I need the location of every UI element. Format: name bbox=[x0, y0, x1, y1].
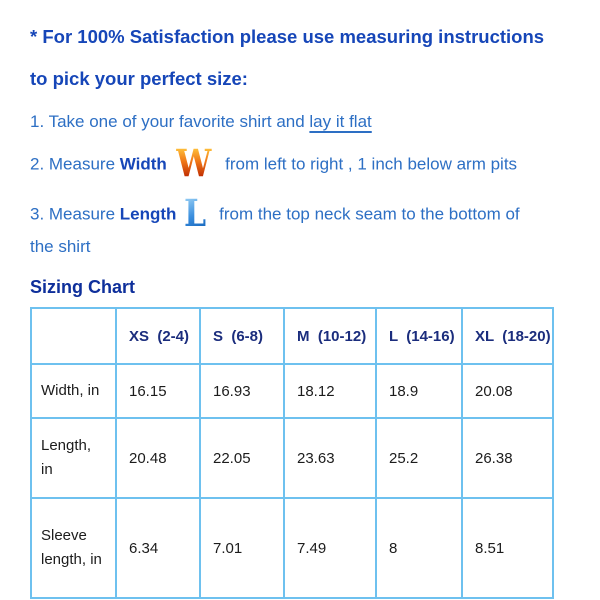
column-header-xs: XS (2-4) bbox=[116, 308, 200, 364]
length-m-value: 23.63 bbox=[284, 418, 376, 498]
row-label-sleeve-length: Sleeve length, in bbox=[31, 498, 116, 598]
table-header-row bbox=[31, 308, 553, 364]
heading-line-2: to pick your perfect size: bbox=[30, 68, 248, 89]
sleeve-m-value: 7.49 bbox=[284, 498, 376, 598]
sleeve-s-value: 7.01 bbox=[200, 498, 284, 598]
column-header-s: S (6-8) bbox=[200, 308, 284, 364]
length-s-value: 22.05 bbox=[200, 418, 284, 498]
instruction-step-3-line-2: the shirt bbox=[30, 237, 91, 256]
row-label-width: Width, in bbox=[31, 364, 116, 418]
step2-width-term: Width bbox=[119, 154, 167, 174]
width-l-value: 18.9 bbox=[376, 364, 462, 418]
step1-lay-it-flat-text: lay it flat bbox=[309, 112, 372, 131]
width-xs-value: 16.15 bbox=[116, 364, 200, 418]
sleeve-l-value: 8 bbox=[376, 498, 462, 598]
step3-text-suffix: from the top neck seam to the bottom of bbox=[214, 204, 520, 224]
table-row-width bbox=[31, 364, 553, 418]
width-xl-value: 20.08 bbox=[462, 364, 553, 418]
satisfaction-heading bbox=[30, 16, 576, 100]
length-xs-value: 20.48 bbox=[116, 418, 200, 498]
column-header-m: M (10-12) bbox=[284, 308, 376, 364]
column-header-l: L (14-16) bbox=[376, 308, 462, 364]
step1-text: 1. Take one of your favorite shirt and bbox=[30, 112, 310, 131]
instruction-step-1 bbox=[30, 110, 576, 134]
table-row-sleeve-length bbox=[31, 498, 553, 598]
step2-text: 2. Measure bbox=[30, 154, 120, 174]
sleeve-xs-value: 6.34 bbox=[116, 498, 200, 598]
sizing-chart-table bbox=[30, 307, 554, 599]
width-s-value: 16.93 bbox=[200, 364, 284, 418]
row-label-length: Length, in bbox=[31, 418, 116, 498]
width-m-value: 18.12 bbox=[284, 364, 376, 418]
length-l-value: 25.2 bbox=[376, 418, 462, 498]
length-letter-icon: L bbox=[184, 191, 207, 235]
sizing-chart-title: Sizing Chart bbox=[30, 277, 136, 297]
sleeve-xl-value: 8.51 bbox=[462, 498, 553, 598]
column-header-blank bbox=[31, 308, 116, 364]
instruction-step-2 bbox=[30, 141, 576, 185]
table-row-length bbox=[31, 418, 553, 498]
instruction-step-3 bbox=[30, 191, 576, 235]
length-xl-value: 26.38 bbox=[462, 418, 553, 498]
step2-text-suffix: from left to right , 1 inch below arm pits bbox=[220, 154, 518, 174]
heading-line-1: * For 100% Satisfaction please use measuring instructions bbox=[30, 26, 545, 47]
width-letter-icon: W bbox=[175, 141, 212, 185]
column-header-xl: XL (18-20) bbox=[462, 308, 553, 364]
step3-length-term: Length bbox=[119, 204, 177, 224]
step3-text: 3. Measure bbox=[30, 204, 120, 224]
